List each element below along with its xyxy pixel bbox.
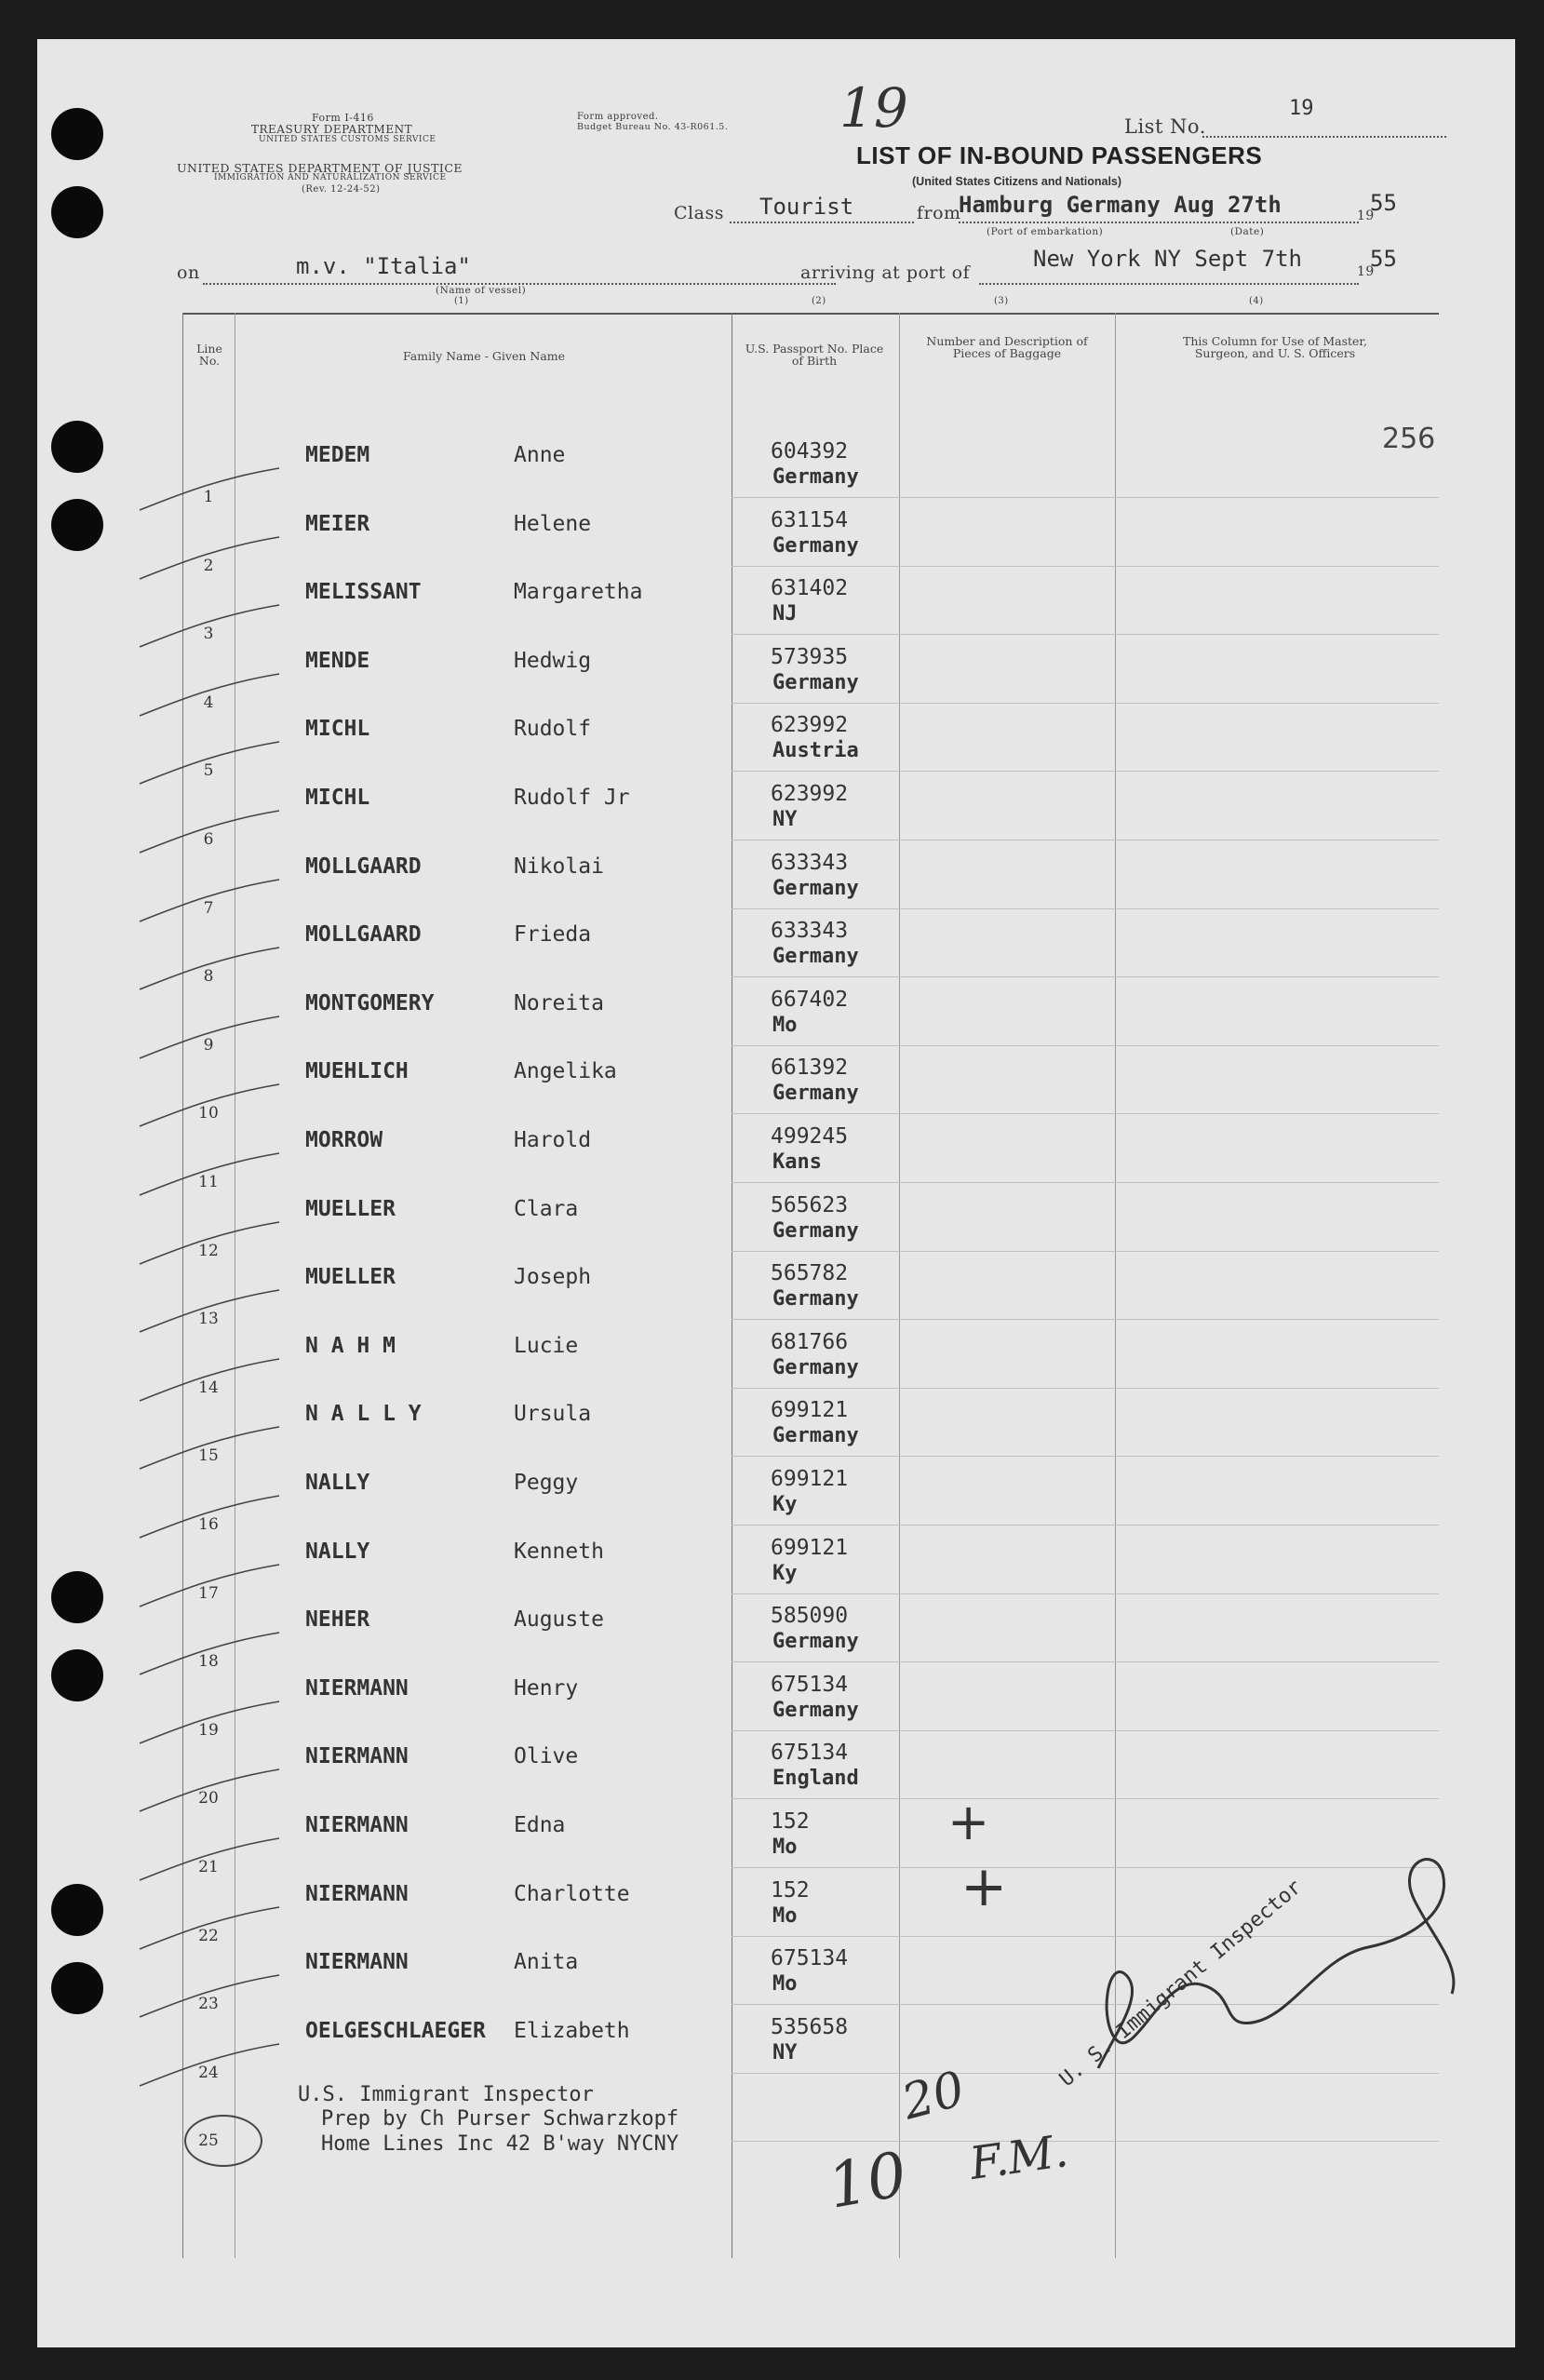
line-number: 17 [198,1583,219,1603]
check-stroke [130,1491,289,1547]
passport-number: 699121 [771,1398,849,1423]
place-of-birth: Germany [772,465,859,489]
place-of-birth: Ky [772,1561,798,1585]
passport-number: 585090 [771,1604,849,1629]
family-name: N A L L Y [305,1402,422,1427]
line-number: 18 [198,1652,219,1672]
line-number: 11 [198,1173,219,1191]
check-stroke [130,669,289,725]
passport-number: 573935 [771,644,849,669]
place-of-birth: Ky [772,1493,798,1516]
passport-number: 623992 [771,713,849,738]
line-number: 9 [203,1035,214,1055]
given-name: Harold [514,1128,592,1152]
line-number: 24 [198,2063,219,2082]
passport-number: 675134 [771,1672,849,1697]
family-name: NEHER [305,1607,370,1633]
place-of-birth: Austria [772,739,859,763]
given-name: Peggy [514,1471,579,1495]
place-of-birth: NJ [772,602,798,626]
passport-number: 661392 [771,1056,849,1081]
row-divider [732,703,1439,704]
row-divider [732,1388,1439,1389]
row-divider [732,976,1439,977]
row-divider [732,1045,1439,1046]
row-divider [732,1319,1439,1320]
handwritten-initials: F.M. [966,2124,1071,2191]
date-caption: (Date) [1230,226,1265,237]
place-of-birth: Germany [772,945,859,969]
check-stroke [130,1354,289,1410]
dept-treasury-sub: UNITED STATES CUSTOMS SERVICE [259,135,436,144]
passport-number: 565623 [771,1192,849,1217]
family-name: MENDE [305,648,370,673]
place-of-birth: Germany [772,1424,859,1448]
passport-number: 699121 [771,1535,849,1560]
row-divider [732,1798,1439,1799]
footer-inspector: U.S. Immigrant Inspector [298,2083,594,2106]
family-name: MICHL [305,717,370,742]
place-of-birth: NY [772,808,798,831]
col-header-name: Family Name - Given Name [402,349,566,363]
arrival-year: 55 [1370,246,1397,272]
place-of-birth: Germany [772,1630,859,1654]
passport-number: 623992 [771,782,849,806]
arrival-value: New York NY Sept 7th [1033,246,1302,272]
row-divider [732,497,1439,498]
check-stroke [130,1012,289,1068]
line-number: 12 [198,1241,219,1260]
given-name: Ursula [514,1402,592,1427]
place-of-birth: Mo [772,1835,798,1859]
given-name: Angelika [514,1059,617,1084]
side-number: 256 [1382,423,1436,455]
col-num-4: (4) [1249,296,1264,306]
line-number: 15 [198,1446,219,1466]
form-approved: Form approved. [577,112,659,122]
given-name: Helene [514,511,592,536]
given-name: Joseph [514,1265,592,1290]
family-name: MEIER [305,511,370,536]
punch-hole [51,108,103,160]
from-label: from [917,203,961,223]
check-stroke [130,1697,289,1753]
punch-hole [51,421,103,473]
given-name: Anita [514,1950,579,1975]
line-number: 22 [198,1926,219,1945]
line-number: 6 [203,830,214,849]
place-of-birth: Germany [772,1082,859,1106]
row-divider [732,2141,1439,2142]
form-title: LIST OF IN-BOUND PASSENGERS [856,141,1263,169]
family-name: MICHL [305,786,370,810]
family-name: MOLLGAARD [305,854,422,879]
family-name: NALLY [305,1471,370,1495]
line-number: 14 [198,1378,219,1397]
passport-number: 631154 [771,507,849,532]
check-stroke [130,1285,289,1341]
punch-hole [51,1649,103,1701]
line-number: 3 [203,625,214,644]
row-divider [732,1730,1439,1731]
given-name: Kenneth [514,1539,604,1564]
family-name: MOLLGAARD [305,922,422,948]
class-value: Tourist [759,194,854,220]
line-number: 1 [203,488,214,506]
passport-number: 631402 [771,576,849,601]
footer-company: Home Lines Inc 42 B'way NYCNY [321,2132,679,2156]
line-number: 20 [198,1789,219,1809]
check-stroke [130,1970,289,2026]
check-stroke [130,1834,289,1889]
form-subtitle: (United States Citizens and Nationals) [912,175,1122,188]
vessel-name: m.v. "Italia" [296,253,471,279]
family-name: NIERMANN [305,1675,409,1701]
given-name: Noreita [514,990,604,1015]
passport-number: 499245 [771,1124,849,1149]
handwritten-10: 10 [822,2138,913,2223]
dept-justice: UNITED STATES DEPARTMENT OF JUSTICE [177,161,463,175]
given-name: Auguste [514,1607,604,1633]
punch-hole [51,1571,103,1623]
check-stroke [130,1217,289,1273]
family-name: MUEHLICH [305,1059,409,1084]
passport-number: 604392 [771,439,849,464]
line-number: 23 [198,1995,219,2014]
check-stroke [130,1765,289,1821]
on-label: on [177,262,200,283]
line-number: 7 [203,898,214,918]
family-name: MEDEM [305,443,370,467]
check-stroke [130,464,289,519]
given-name: Lucie [514,1333,579,1358]
col-header-passport: U.S. Passport No. Place of Birth [745,342,884,368]
passport-number: 152 [771,1877,810,1903]
check-stroke [130,532,289,588]
place-of-birth: Germany [772,1355,859,1379]
arrival-year-prefix: 19 [1357,264,1375,279]
passport-number: 535658 [771,2014,849,2039]
given-name: Hedwig [514,648,592,673]
line-number: 21 [198,1858,219,1876]
baggage-cross: + [947,1793,990,1851]
punch-hole [51,499,103,551]
family-name: MUELLER [305,1265,396,1290]
col-num-2: (2) [812,296,826,306]
list-no-label: List No. [1124,115,1206,138]
inspector-signature [1061,1845,1508,2124]
baggage-cross: + [960,1854,1008,1919]
check-stroke [130,1149,289,1204]
line-number: 5 [203,761,214,781]
family-name: N A H M [305,1333,396,1358]
check-stroke [130,943,289,999]
family-name: MELISSANT [305,580,422,605]
col-header-line: Line No. [196,342,222,368]
given-name: Nikolai [514,854,604,879]
place-of-birth: England [772,1767,859,1791]
given-name: Charlotte [514,1881,630,1906]
class-label: Class [674,203,724,223]
line-number: 2 [203,556,214,575]
place-of-birth: Germany [772,1218,859,1243]
place-of-birth: Germany [772,533,859,558]
line-number: 4 [203,692,214,712]
dept-justice-sub: IMMIGRATION AND NATURALIZATION SERVICE [214,173,447,182]
family-name: NALLY [305,1539,370,1564]
given-name: Elizabeth [514,2018,630,2043]
form-revision: (Rev. 12-24-52) [302,184,381,195]
passport-number: 633343 [771,850,849,875]
vessel-caption: (Name of vessel) [436,285,527,296]
family-name: MUELLER [305,1196,396,1221]
family-name: NIERMANN [305,1950,409,1975]
line-number: 25 [198,2131,219,2151]
place-of-birth: Germany [772,670,859,694]
list-no-value: 19 [1289,97,1314,120]
col-num-3: (3) [994,296,1009,306]
check-stroke [130,875,289,931]
place-of-birth: Mo [772,1972,798,1997]
punch-hole [51,1884,103,1936]
check-stroke [130,1628,289,1684]
check-stroke [130,2039,289,2095]
given-name: Frieda [514,922,592,948]
family-name: MONTGOMERY [305,990,435,1015]
handwritten-sheet-number: 19 [839,76,908,140]
row-divider [732,1251,1439,1252]
row-divider [732,1525,1439,1526]
row-divider [732,1182,1439,1183]
check-stroke [130,1080,289,1136]
line-number: 10 [198,1104,219,1123]
circle-mark [184,2115,262,2167]
budget-bureau: Budget Bureau No. 43-R061.5. [577,122,729,132]
row-divider [732,566,1439,567]
inspector-stamp: U. S. Immigrant Inspector [1054,1875,1307,2091]
check-stroke [130,806,289,862]
place-of-birth: Germany [772,1698,859,1722]
place-of-birth: Mo [772,1903,798,1928]
line-number: 19 [198,1720,219,1740]
given-name: Henry [514,1675,579,1701]
check-stroke [130,1422,289,1478]
passport-number: 699121 [771,1467,849,1491]
place-of-birth: Kans [772,1150,822,1174]
check-stroke [130,1560,289,1616]
line-number: 13 [198,1310,219,1329]
passport-number: 152 [771,1809,810,1834]
row-divider [732,1661,1439,1662]
dept-treasury: TREASURY DEPARTMENT [251,123,413,136]
col-num-1: (1) [454,296,469,306]
check-stroke [130,737,289,793]
handwritten-20: 20 [896,2061,971,2131]
place-of-birth: Mo [772,1013,798,1037]
row-divider [732,771,1439,772]
manifest-page [37,39,1515,2347]
punch-hole [51,1962,103,2014]
given-name: Rudolf Jr [514,786,630,810]
row-divider [732,1593,1439,1594]
row-divider [732,908,1439,909]
family-name: NIERMANN [305,1744,409,1769]
passport-number: 565782 [771,1261,849,1286]
embark-year-prefix: 19 [1357,208,1375,223]
family-name: MORROW [305,1128,383,1152]
row-divider [732,1456,1439,1457]
passport-number: 675134 [771,1946,849,1971]
given-name: Anne [514,443,566,467]
given-name: Edna [514,1813,566,1837]
row-divider [732,634,1439,635]
family-name: OELGESCHLAEGER [305,2018,486,2043]
footer-prepared: Prep by Ch Purser Schwarzkopf [321,2107,679,2131]
passport-number: 681766 [771,1329,849,1354]
place-of-birth: NY [772,2040,798,2064]
col-header-officers: This Column for Use of Master, Surgeon, and U. S. Officers [1183,334,1367,360]
punch-hole [51,186,103,238]
given-name: Margaretha [514,580,643,605]
place-of-birth: Germany [772,876,859,900]
row-divider [732,1113,1439,1114]
col-header-baggage: Number and Description of Pieces of Baggage [926,334,1088,360]
arriving-label: arriving at port of [800,262,971,283]
family-name: NIERMANN [305,1813,409,1837]
embarkation-value: Hamburg Germany Aug 27th [959,192,1282,218]
passport-number: 633343 [771,919,849,944]
place-of-birth: Germany [772,1287,859,1311]
line-number: 16 [198,1515,219,1534]
embark-caption: (Port of embarkation) [987,226,1104,237]
passport-number: 667402 [771,987,849,1012]
form-number: Form I-416 [312,112,374,124]
family-name: NIERMANN [305,1881,409,1906]
check-stroke [130,1903,289,1958]
check-stroke [130,600,289,656]
passport-number: 675134 [771,1741,849,1766]
given-name: Olive [514,1744,579,1769]
given-name: Rudolf [514,717,592,742]
line-number: 8 [203,967,214,987]
embark-year: 55 [1370,190,1397,216]
given-name: Clara [514,1196,579,1221]
